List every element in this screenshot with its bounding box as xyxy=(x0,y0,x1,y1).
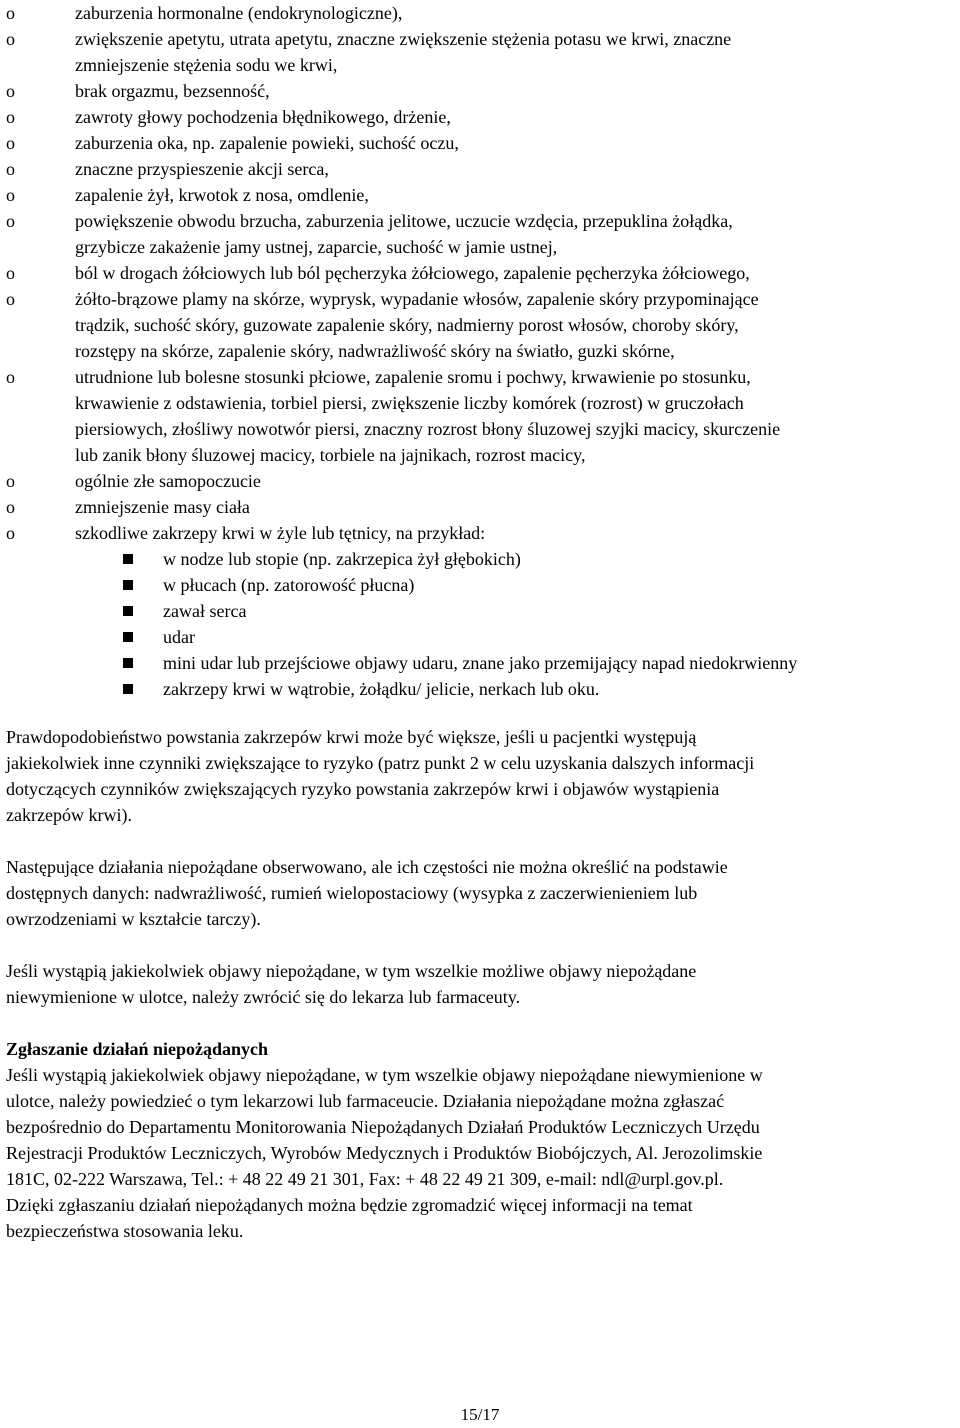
bullet-marker: o xyxy=(6,289,15,309)
list-item: o znaczne przyspieszenie akcji serca, xyxy=(6,156,958,182)
list-item: o szkodliwe zakrzepy krwi w żyle lub tętnicy, na przykład: w nodze lub stopie (np. zakrzepica żył głębokich) w płucach (np. zatorowość płucna) zawał serca udar mini udar lub przejściowe objawy udaru, znane jako przemijający napad niedokrwienny zakrzepy krwi w wątrobie, żołądku/ jelicie, nerkach lub oku. xyxy=(6,520,958,702)
list-item: o ból w drogach żółciowych lub ból pęcherzyka żółciowego, zapalenie pęcherzyka żółciowego, xyxy=(6,260,958,286)
bullet-marker: o xyxy=(6,263,15,283)
bullet-marker: o xyxy=(6,133,15,153)
paragraph-unknown-frequency: Następujące działania niepożądane obserwowano, ale ich częstości nie można określić na podstawie dostępnych danych: nadwrażliwość, rumień wielopostaciowy (wysypka z zaczerwienieniem lub owrzodzeniami w kształcie tarczy). xyxy=(6,857,728,929)
list-item: o utrudnione lub bolesne stosunki płciowe, zapalenie sromu i pochwy, krwawienie po stosunku, krwawienie z odstawienia, torbiel piersi, zwiększenie liczby komórek (rozrost) w gruczołach piersiowych, złośliwy nowotwór piersi, znaczny rozrost błony śluzowej szyjki macicy, skurczenie lub zanik błony śluzowej macicy, torbiele na jajnikach, rozrost macicy, xyxy=(6,364,958,468)
sub-list-item: mini udar lub przejściowe objawy udaru, znane jako przemijający napad niedokrwienny xyxy=(75,650,958,676)
reporting-heading: Zgłaszanie działań niepożądanych xyxy=(6,1039,269,1059)
bullet-marker: o xyxy=(6,211,15,231)
bullet-marker: o xyxy=(6,185,15,205)
page-number: 15/17 xyxy=(460,1405,500,1424)
bullet-marker: o xyxy=(6,29,15,49)
sub-list-item: udar xyxy=(75,624,958,650)
paragraph-clot-risk: Prawdopodobieństwo powstania zakrzepów krwi może być większe, jeśli u pacjentki występują jakiekolwiek inne czynniki zwiększające to ryzyko (patrz punkt 2 w celu uzyskania dalszych informacji dotyczących czynników zwiększających ryzyko powstania zakrzepów krwi i objawów wystąpienia zakrzepów krwi). xyxy=(6,727,755,825)
list-item: o zmniejszenie masy ciała xyxy=(6,494,958,520)
list-item: o zawroty głowy pochodzenia błędnikowego, drżenie, xyxy=(6,104,958,130)
side-effects-list xyxy=(6,0,958,702)
bullet-marker: o xyxy=(6,3,15,23)
list-item: o zaburzenia hormonalne (endokrynologiczne), xyxy=(6,0,958,26)
bullet-marker: o xyxy=(6,159,15,179)
list-item: o powiększenie obwodu brzucha, zaburzenia jelitowe, uczucie wzdęcia, przepuklina żołądka, grzybicze zakażenie jamy ustnej, zaparcie, suchość w jamie ustnej, xyxy=(6,208,958,260)
sub-list-item: zakrzepy krwi w wątrobie, żołądku/ jelicie, nerkach lub oku. xyxy=(75,676,958,702)
list-item: o ogólnie złe samopoczucie xyxy=(6,468,958,494)
list-item: o żółto-brązowe plamy na skórze, wyprysk, wypadanie włosów, zapalenie skóry przypominające trądzik, suchość skóry, guzowate zapalenie skóry, nadmierny porost włosów, choroby skóry, rozstępy na skórze, zapalenie skóry, nadwrażliwość skóry na światło, guzki skórne, xyxy=(6,286,958,364)
list-item: o brak orgazmu, bezsenność, xyxy=(6,78,958,104)
thrombosis-sublist xyxy=(75,546,958,702)
list-item: o zapalenie żył, krwotok z nosa, omdlenie, xyxy=(6,182,958,208)
list-item: o zwiększenie apetytu, utrata apetytu, znaczne zwiększenie stężenia potasu we krwi, znaczne zmniejszenie stężenia sodu we krwi, xyxy=(6,26,958,78)
bullet-marker: o xyxy=(6,367,15,387)
bullet-marker: o xyxy=(6,497,15,517)
document-page xyxy=(6,0,958,702)
list-item: o zaburzenia oka, np. zapalenie powieki, suchość oczu, xyxy=(6,130,958,156)
paragraph-contact-doctor: Jeśli wystąpią jakiekolwiek objawy niepożądane, w tym wszelkie możliwe objawy niepożądane niewymienione w ulotce, należy zwrócić się do lekarza lub farmaceuty. xyxy=(6,961,697,1007)
bullet-marker: o xyxy=(6,471,15,491)
sub-list-item: w nodze lub stopie (np. zakrzepica żył głębokich) xyxy=(75,546,958,572)
bullet-marker: o xyxy=(6,523,15,543)
bullet-marker: o xyxy=(6,107,15,127)
sub-list-item: w płucach (np. zatorowość płucna) xyxy=(75,572,958,598)
sub-list-item: zawał serca xyxy=(75,598,958,624)
reporting-paragraph: Jeśli wystąpią jakiekolwiek objawy niepożądane, w tym wszelkie objawy niepożądane niewymienione w ulotce, należy powiedzieć o tym lekarzowi lub farmaceucie. Działania niepożądane można zgłaszać bezpośrednio do Departamentu Monitorowania Niepożądanych Działań Produktów Leczniczych Urzędu Rejestracji Produktów Leczniczych, Wyrobów Medycznych i Produktów Biobójczych, Al. Jerozolimskie 181C, 02-222 Warszawa, Tel.: + 48 22 49 21 301, Fax: + 48 22 49 21 309, e-mail: ndl@urpl.gov.pl. Dzięki zgłaszaniu działań niepożądanych można będzie zgromadzić więcej informacji na temat bezpieczeństwa stosowania leku. xyxy=(6,1065,763,1241)
bullet-marker: o xyxy=(6,81,15,101)
